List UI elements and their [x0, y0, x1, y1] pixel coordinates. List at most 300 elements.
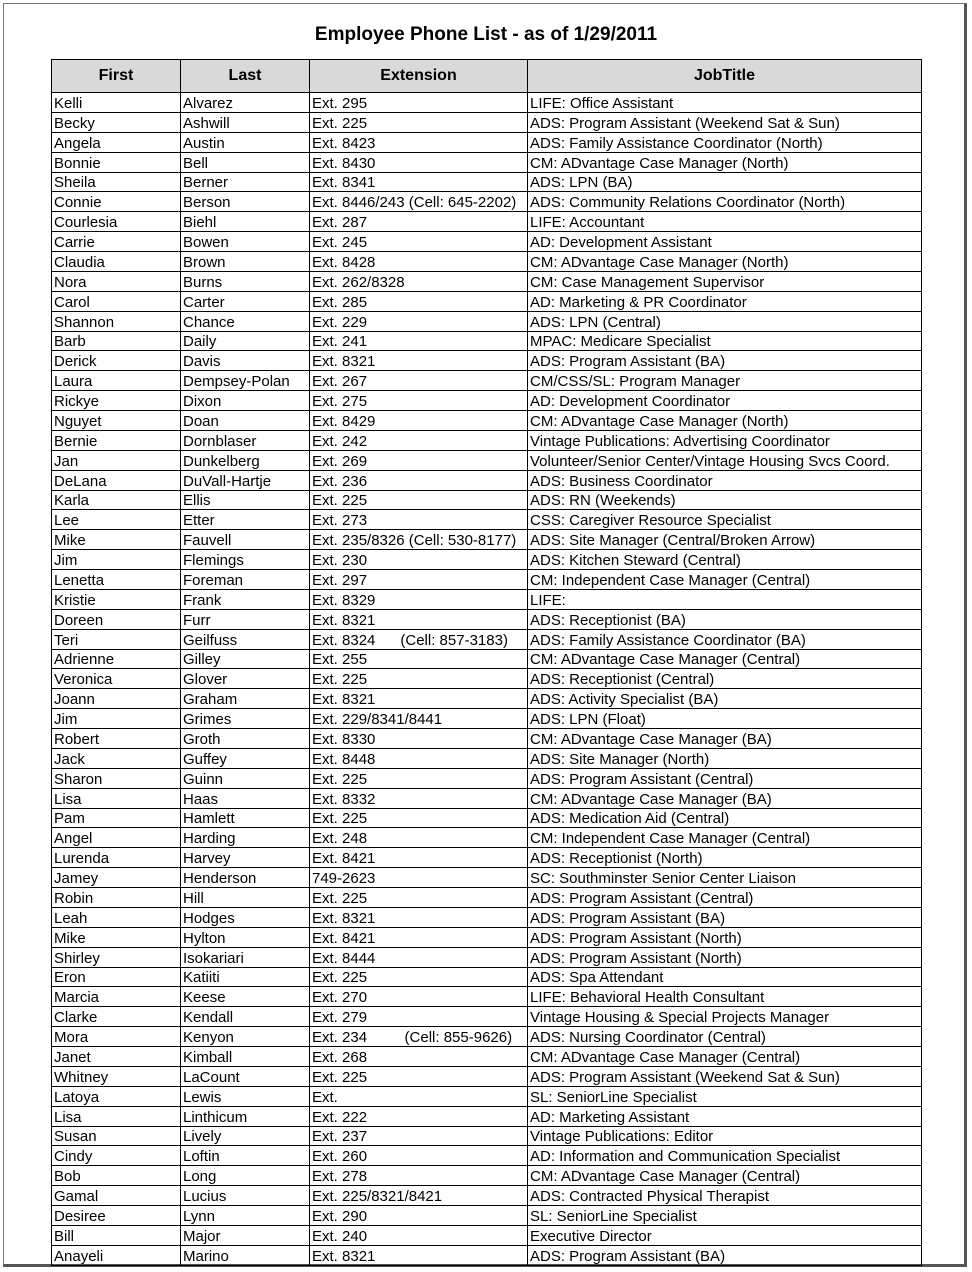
table-row [52, 411, 922, 431]
table-header-row [52, 60, 922, 93]
table-row [52, 291, 922, 311]
cell-last: Bowen [181, 232, 310, 252]
table-row [52, 1066, 922, 1086]
cell-first: DeLana [52, 470, 181, 490]
cell-extension: Ext. 273 [310, 510, 528, 530]
cell-extension: Ext. 225 [310, 112, 528, 132]
cell-extension: Ext. 225 [310, 490, 528, 510]
table-row [52, 391, 922, 411]
cell-last: Hodges [181, 907, 310, 927]
table-row [52, 371, 922, 391]
table-row [52, 927, 922, 947]
table-row [52, 629, 922, 649]
cell-extension: Ext. 297 [310, 570, 528, 590]
table-row [52, 947, 922, 967]
cell-last: Guffey [181, 748, 310, 768]
cell-last: Linthicum [181, 1106, 310, 1126]
cell-jobtitle: ADS: Receptionist (Central) [528, 669, 922, 689]
cell-last: Burns [181, 271, 310, 291]
cell-last: Loftin [181, 1146, 310, 1166]
table-row [52, 490, 922, 510]
cell-last: Henderson [181, 868, 310, 888]
cell-first: Derick [52, 351, 181, 371]
cell-extension: Ext. 8330 [310, 729, 528, 749]
table-row [52, 1186, 922, 1206]
table-row [52, 709, 922, 729]
table-row [52, 172, 922, 192]
cell-last: Daily [181, 331, 310, 351]
cell-last: Katiiti [181, 967, 310, 987]
cell-extension: Ext. 269 [310, 450, 528, 470]
cell-extension: Ext. 287 [310, 212, 528, 232]
cell-jobtitle: ADS: Contracted Physical Therapist [528, 1186, 922, 1206]
cell-jobtitle: SL: SeniorLine Specialist [528, 1206, 922, 1226]
cell-extension: Ext. 285 [310, 291, 528, 311]
cell-extension: Ext. 260 [310, 1146, 528, 1166]
cell-first: Claudia [52, 252, 181, 272]
table-row [52, 351, 922, 371]
cell-jobtitle: Vintage Publications: Editor [528, 1126, 922, 1146]
cell-jobtitle: ADS: Program Assistant (BA) [528, 1245, 922, 1265]
cell-last: Flemings [181, 550, 310, 570]
cell-last: Chance [181, 311, 310, 331]
cell-jobtitle: ADS: Spa Attendant [528, 967, 922, 987]
cell-jobtitle: CM: ADvantage Case Manager (North) [528, 411, 922, 431]
cell-extension: Ext. 225 [310, 888, 528, 908]
cell-extension: Ext. 225 [310, 768, 528, 788]
table-row [52, 112, 922, 132]
table-row [52, 93, 922, 113]
cell-extension: Ext. 267 [310, 371, 528, 391]
cell-last: Glover [181, 669, 310, 689]
table-row [52, 748, 922, 768]
cell-extension: Ext. 248 [310, 828, 528, 848]
cell-extension: Ext. 290 [310, 1206, 528, 1226]
cell-jobtitle: ADS: Family Assistance Coordinator (North) [528, 132, 922, 152]
cell-jobtitle: ADS: RN (Weekends) [528, 490, 922, 510]
table-row [52, 1086, 922, 1106]
cell-last: Long [181, 1166, 310, 1186]
cell-first: Angel [52, 828, 181, 848]
cell-first: Clarke [52, 1007, 181, 1027]
cell-extension: Ext. 8324 (Cell: 857-3183) [310, 629, 528, 649]
cell-extension: Ext. 229/8341/8441 [310, 709, 528, 729]
cell-jobtitle: ADS: Family Assistance Coordinator (BA) [528, 629, 922, 649]
cell-extension: Ext. 8421 [310, 848, 528, 868]
cell-last: Harding [181, 828, 310, 848]
cell-last: Doan [181, 411, 310, 431]
cell-extension: Ext. 245 [310, 232, 528, 252]
cell-extension: Ext. 230 [310, 550, 528, 570]
cell-first: Angela [52, 132, 181, 152]
cell-first: Lisa [52, 788, 181, 808]
cell-first: Teri [52, 629, 181, 649]
cell-last: Dornblaser [181, 430, 310, 450]
cell-jobtitle: CM: ADvantage Case Manager (BA) [528, 729, 922, 749]
table-row [52, 1225, 922, 1245]
cell-extension: Ext. 268 [310, 1047, 528, 1067]
cell-first: Bob [52, 1166, 181, 1186]
table-row [52, 609, 922, 629]
cell-jobtitle: ADS: Program Assistant (BA) [528, 351, 922, 371]
table-row [52, 1166, 922, 1186]
table-row [52, 1146, 922, 1166]
cell-extension: Ext. 8321 [310, 351, 528, 371]
cell-last: Hylton [181, 927, 310, 947]
cell-first: Anayeli [52, 1245, 181, 1265]
employee-phone-table [51, 59, 922, 1266]
cell-extension: Ext. 275 [310, 391, 528, 411]
cell-last: Haas [181, 788, 310, 808]
cell-first: Jamey [52, 868, 181, 888]
cell-last: Ashwill [181, 112, 310, 132]
cell-first: Nguyet [52, 411, 181, 431]
cell-extension: Ext. 8321 [310, 689, 528, 709]
cell-last: Geilfuss [181, 629, 310, 649]
cell-extension: Ext. 229 [310, 311, 528, 331]
cell-jobtitle: SL: SeniorLine Specialist [528, 1086, 922, 1106]
cell-jobtitle: ADS: Site Manager (North) [528, 748, 922, 768]
cell-extension: Ext. 225 [310, 669, 528, 689]
cell-jobtitle: ADS: LPN (Float) [528, 709, 922, 729]
cell-jobtitle: ADS: Community Relations Coordinator (North) [528, 192, 922, 212]
cell-last: Hill [181, 888, 310, 908]
cell-first: Courlesia [52, 212, 181, 232]
cell-jobtitle: ADS: Program Assistant (Weekend Sat & Sun) [528, 112, 922, 132]
cell-jobtitle: AD: Marketing Assistant [528, 1106, 922, 1126]
cell-jobtitle: LIFE: Accountant [528, 212, 922, 232]
cell-extension: Ext. 8321 [310, 1245, 528, 1265]
cell-jobtitle: ADS: Nursing Coordinator (Central) [528, 1027, 922, 1047]
cell-last: LaCount [181, 1066, 310, 1086]
cell-jobtitle: CM: Independent Case Manager (Central) [528, 828, 922, 848]
cell-last: Brown [181, 252, 310, 272]
cell-first: Marcia [52, 987, 181, 1007]
cell-last: Berner [181, 172, 310, 192]
table-row [52, 1007, 922, 1027]
cell-jobtitle: CM: ADvantage Case Manager (BA) [528, 788, 922, 808]
table-row [52, 868, 922, 888]
table-row [52, 768, 922, 788]
cell-first: Lisa [52, 1106, 181, 1126]
table-row [52, 570, 922, 590]
table-row [52, 311, 922, 331]
cell-extension: Ext. 8429 [310, 411, 528, 431]
column-header-first: First [52, 60, 181, 93]
cell-last: Berson [181, 192, 310, 212]
cell-first: Mike [52, 530, 181, 550]
cell-last: Lewis [181, 1086, 310, 1106]
cell-extension: Ext. 8423 [310, 132, 528, 152]
cell-extension: Ext. 237 [310, 1126, 528, 1146]
cell-last: Austin [181, 132, 310, 152]
cell-extension: 749-2623 [310, 868, 528, 888]
cell-last: Lynn [181, 1206, 310, 1226]
table-row [52, 510, 922, 530]
cell-first: Desiree [52, 1206, 181, 1226]
cell-last: Dunkelberg [181, 450, 310, 470]
cell-last: Guinn [181, 768, 310, 788]
cell-first: Leah [52, 907, 181, 927]
cell-first: Connie [52, 192, 181, 212]
cell-jobtitle: AD: Information and Communication Specialist [528, 1146, 922, 1166]
cell-first: Rickye [52, 391, 181, 411]
table-row [52, 271, 922, 291]
cell-extension: Ext. 8430 [310, 152, 528, 172]
cell-first: Barb [52, 331, 181, 351]
cell-extension: Ext. 222 [310, 1106, 528, 1126]
cell-last: Kimball [181, 1047, 310, 1067]
table-row [52, 1047, 922, 1067]
cell-last: Carter [181, 291, 310, 311]
cell-extension: Ext. 225 [310, 1066, 528, 1086]
cell-first: Doreen [52, 609, 181, 629]
table-row [52, 729, 922, 749]
table-row [52, 1206, 922, 1226]
cell-first: Bonnie [52, 152, 181, 172]
cell-jobtitle: LIFE: [528, 589, 922, 609]
cell-first: Kelli [52, 93, 181, 113]
table-body [52, 93, 922, 1266]
cell-jobtitle: CM: Independent Case Manager (Central) [528, 570, 922, 590]
cell-jobtitle: ADS: Kitchen Steward (Central) [528, 550, 922, 570]
cell-extension: Ext. 270 [310, 987, 528, 1007]
cell-jobtitle: CM: ADvantage Case Manager (Central) [528, 1166, 922, 1186]
cell-extension: Ext. 225 [310, 808, 528, 828]
cell-first: Jim [52, 709, 181, 729]
table-row [52, 1027, 922, 1047]
cell-jobtitle: AD: Development Assistant [528, 232, 922, 252]
cell-first: Susan [52, 1126, 181, 1146]
table-row [52, 192, 922, 212]
table-row [52, 530, 922, 550]
table-row [52, 1106, 922, 1126]
cell-first: Robert [52, 729, 181, 749]
table-row [52, 252, 922, 272]
table-row [52, 828, 922, 848]
column-header-last: Last [181, 60, 310, 93]
cell-jobtitle: ADS: Program Assistant (BA) [528, 907, 922, 927]
cell-first: Latoya [52, 1086, 181, 1106]
cell-last: Furr [181, 609, 310, 629]
cell-first: Sharon [52, 768, 181, 788]
cell-jobtitle: ADS: Business Coordinator [528, 470, 922, 490]
cell-jobtitle: Volunteer/Senior Center/Vintage Housing Svcs Coord. [528, 450, 922, 470]
cell-extension: Ext. 234 (Cell: 855-9626) [310, 1027, 528, 1047]
cell-last: Groth [181, 729, 310, 749]
cell-extension: Ext. 8341 [310, 172, 528, 192]
cell-first: Eron [52, 967, 181, 987]
table-row [52, 232, 922, 252]
cell-first: Lurenda [52, 848, 181, 868]
table-row [52, 589, 922, 609]
cell-extension: Ext. 236 [310, 470, 528, 490]
cell-first: Robin [52, 888, 181, 908]
cell-last: Foreman [181, 570, 310, 590]
cell-jobtitle: SC: Southminster Senior Center Liaison [528, 868, 922, 888]
table-row [52, 649, 922, 669]
cell-jobtitle: ADS: Activity Specialist (BA) [528, 689, 922, 709]
cell-extension: Ext. 242 [310, 430, 528, 450]
cell-extension: Ext. 255 [310, 649, 528, 669]
cell-jobtitle: CM: ADvantage Case Manager (Central) [528, 649, 922, 669]
cell-last: Grimes [181, 709, 310, 729]
cell-first: Carrie [52, 232, 181, 252]
cell-jobtitle: CSS: Caregiver Resource Specialist [528, 510, 922, 530]
table-row [52, 788, 922, 808]
cell-extension: Ext. 295 [310, 93, 528, 113]
cell-jobtitle: ADS: Program Assistant (North) [528, 947, 922, 967]
cell-last: Major [181, 1225, 310, 1245]
cell-first: Carol [52, 291, 181, 311]
table-row [52, 848, 922, 868]
cell-extension: Ext. 235/8326 (Cell: 530-8177) [310, 530, 528, 550]
cell-extension: Ext. 240 [310, 1225, 528, 1245]
cell-last: Hamlett [181, 808, 310, 828]
table-row [52, 689, 922, 709]
cell-extension: Ext. 8329 [310, 589, 528, 609]
table-row [52, 888, 922, 908]
cell-jobtitle: ADS: Program Assistant (Central) [528, 768, 922, 788]
cell-first: Gamal [52, 1186, 181, 1206]
cell-last: Dempsey-Polan [181, 371, 310, 391]
cell-last: Frank [181, 589, 310, 609]
cell-first: Bernie [52, 430, 181, 450]
cell-first: Mora [52, 1027, 181, 1047]
cell-jobtitle: ADS: LPN (BA) [528, 172, 922, 192]
cell-jobtitle: Vintage Housing & Special Projects Manager [528, 1007, 922, 1027]
cell-first: Lenetta [52, 570, 181, 590]
table-row [52, 470, 922, 490]
cell-last: Etter [181, 510, 310, 530]
cell-last: Alvarez [181, 93, 310, 113]
cell-jobtitle: CM: Case Management Supervisor [528, 271, 922, 291]
cell-jobtitle: CM/CSS/SL: Program Manager [528, 371, 922, 391]
cell-jobtitle: ADS: Program Assistant (Central) [528, 888, 922, 908]
cell-first: Adrienne [52, 649, 181, 669]
cell-extension: Ext. 241 [310, 331, 528, 351]
cell-extension: Ext. 225 [310, 967, 528, 987]
cell-jobtitle: CM: ADvantage Case Manager (North) [528, 152, 922, 172]
cell-jobtitle: ADS: Receptionist (North) [528, 848, 922, 868]
cell-last: Dixon [181, 391, 310, 411]
table-row [52, 669, 922, 689]
cell-last: Ellis [181, 490, 310, 510]
cell-first: Becky [52, 112, 181, 132]
cell-jobtitle: LIFE: Office Assistant [528, 93, 922, 113]
cell-first: Karla [52, 490, 181, 510]
cell-jobtitle: ADS: Receptionist (BA) [528, 609, 922, 629]
cell-last: Bell [181, 152, 310, 172]
cell-jobtitle: ADS: Program Assistant (North) [528, 927, 922, 947]
cell-jobtitle: AD: Marketing & PR Coordinator [528, 291, 922, 311]
cell-first: Laura [52, 371, 181, 391]
cell-last: Harvey [181, 848, 310, 868]
cell-first: Shannon [52, 311, 181, 331]
cell-last: Fauvell [181, 530, 310, 550]
cell-first: Pam [52, 808, 181, 828]
cell-first: Kristie [52, 589, 181, 609]
cell-jobtitle: Vintage Publications: Advertising Coordinator [528, 430, 922, 450]
table-row [52, 430, 922, 450]
cell-last: Gilley [181, 649, 310, 669]
cell-extension: Ext. 225/8321/8421 [310, 1186, 528, 1206]
cell-jobtitle: ADS: Site Manager (Central/Broken Arrow) [528, 530, 922, 550]
table-row [52, 907, 922, 927]
cell-extension: Ext. 262/8328 [310, 271, 528, 291]
cell-last: Biehl [181, 212, 310, 232]
cell-extension: Ext. [310, 1086, 528, 1106]
table-row [52, 331, 922, 351]
cell-last: Keese [181, 987, 310, 1007]
table-row [52, 212, 922, 232]
cell-first: Janet [52, 1047, 181, 1067]
column-header-jobtitle: JobTitle [528, 60, 922, 93]
cell-first: Joann [52, 689, 181, 709]
cell-extension: Ext. 8428 [310, 252, 528, 272]
cell-first: Cindy [52, 1146, 181, 1166]
table-row [52, 550, 922, 570]
cell-first: Sheila [52, 172, 181, 192]
cell-first: Jack [52, 748, 181, 768]
column-header-extension: Extension [310, 60, 528, 93]
cell-extension: Ext. 8446/243 (Cell: 645-2202) [310, 192, 528, 212]
cell-extension: Ext. 8448 [310, 748, 528, 768]
cell-last: Kendall [181, 1007, 310, 1027]
cell-jobtitle: ADS: Medication Aid (Central) [528, 808, 922, 828]
table-row [52, 152, 922, 172]
cell-first: Veronica [52, 669, 181, 689]
cell-first: Jan [52, 450, 181, 470]
cell-first: Lee [52, 510, 181, 530]
cell-last: Lively [181, 1126, 310, 1146]
cell-extension: Ext. 8332 [310, 788, 528, 808]
cell-last: Lucius [181, 1186, 310, 1206]
cell-jobtitle: MPAC: Medicare Specialist [528, 331, 922, 351]
cell-jobtitle: LIFE: Behavioral Health Consultant [528, 987, 922, 1007]
table-row [52, 450, 922, 470]
cell-extension: Ext. 278 [310, 1166, 528, 1186]
page-title: Employee Phone List - as of 1/29/2011 [314, 24, 658, 45]
cell-first: Shirley [52, 947, 181, 967]
cell-jobtitle: AD: Development Coordinator [528, 391, 922, 411]
cell-extension: Ext. 8321 [310, 907, 528, 927]
cell-jobtitle: CM: ADvantage Case Manager (North) [528, 252, 922, 272]
table-row [52, 1126, 922, 1146]
cell-first: Jim [52, 550, 181, 570]
cell-first: Bill [52, 1225, 181, 1245]
table-row [52, 808, 922, 828]
cell-last: Marino [181, 1245, 310, 1265]
cell-extension: Ext. 8421 [310, 927, 528, 947]
cell-jobtitle: ADS: LPN (Central) [528, 311, 922, 331]
table-row [52, 132, 922, 152]
cell-extension: Ext. 279 [310, 1007, 528, 1027]
cell-jobtitle: ADS: Program Assistant (Weekend Sat & Sun) [528, 1066, 922, 1086]
cell-last: Graham [181, 689, 310, 709]
cell-jobtitle: Executive Director [528, 1225, 922, 1245]
cell-last: Davis [181, 351, 310, 371]
cell-first: Nora [52, 271, 181, 291]
table-row [52, 967, 922, 987]
cell-last: DuVall-Hartje [181, 470, 310, 490]
cell-extension: Ext. 8321 [310, 609, 528, 629]
cell-first: Mike [52, 927, 181, 947]
table-row [52, 1245, 922, 1265]
cell-jobtitle: CM: ADvantage Case Manager (Central) [528, 1047, 922, 1067]
cell-last: Isokariari [181, 947, 310, 967]
table-row [52, 987, 922, 1007]
